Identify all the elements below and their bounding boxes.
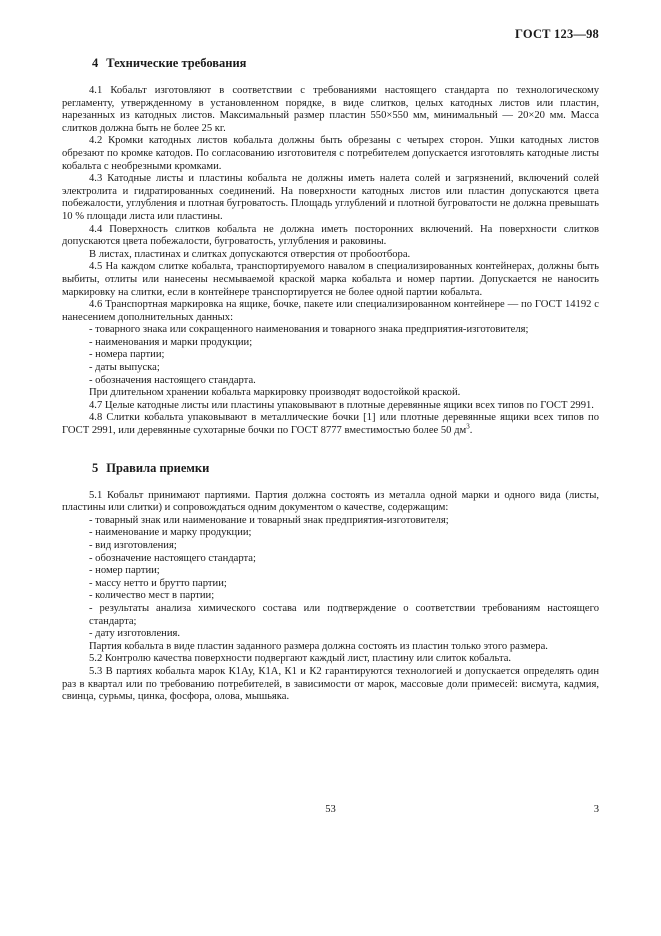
paragraph-4-3: 4.3 Катодные листы и пластины кобальта не должны иметь налета солей и загрязнений, включений солей электролита и гидратированных соединений. На поверхности катодных листов или пластин допускаются цвета побежалости, углубления и плотная бугроватость. Площадь углублений и плотной бугроватости не должна превышать 10 % площади листа или пластины. [62, 173, 599, 222]
paragraph-4-2: 4.2 Кромки катодных листов кобальта должны быть обрезаны с четырех сторон. Ушки катодных листов обрезают по кромке катодов. По согласованию изготовителя с потребителем допускается изготовлять катодные листы кобальта с необрезными кромками. [62, 135, 599, 172]
marking-item: - номера партии; [89, 349, 165, 361]
paragraph-marking-storage: При длительном хранении кобальта маркировку производят водостойкой краской. [89, 387, 461, 399]
paragraph-4-4: 4.4 Поверхность слитков кобальта не должна иметь посторонних включений. На поверхности слитков допускаются цвета побежалости, бугроватость, углубления и раковины. [62, 223, 599, 248]
paragraph-4-1: 4.1 Кобальт изготовляют в соответствии с требованиями настоящего стандарта по технологическому регламенту, утвержденному в установленном порядке, в виде слитков, целых катодных листов или пластин, нарезанных из катодных листов. Максимальный размер пластин 550×550 мм, минимальный — 20×20 мм. Масса слитков должна быть не более 25 кг. [62, 85, 599, 134]
document-item: - товарный знак или наименование и товарный знак предприятия-изготовителя; [89, 514, 449, 526]
document-item: - дату изготовления. [89, 628, 181, 640]
paragraph-4-8-text: 4.8 Слитки кобальта упаковывают в металлические бочки [1] или плотные деревянные ящики всех типов по ГОСТ 2991, или деревянные сухотарные бочки по ГОСТ 8777 вместимостью более 50 дм [62, 412, 599, 437]
paragraph-4-8 [62, 412, 599, 437]
document-code-header: ГОСТ 123—98 [515, 27, 599, 41]
marking-item: - обозначения настоящего стандарта. [89, 374, 256, 386]
section-5-title: Правила приемки [106, 460, 210, 475]
paragraph-4-5: 4.5 На каждом слитке кобальта, транспортируемого навалом в специализированных контейнерах, должны быть выбиты, отлиты или нанесены несмываемой краской марка кобальта и номер партии. Допускается не наносить маркировку на слитки, если в контейнере транспортируется не более одной партии кобальта. [62, 261, 599, 298]
paragraph-4-4-note: В листах, пластинах и слитках допускаются отверстия от пробоотбора. [89, 248, 411, 260]
document-item: - количество мест в партии; [89, 590, 215, 602]
section-5-heading [92, 460, 599, 476]
marking-item: - товарного знака или сокращенного наименования и товарного знака предприятия-изготовителя; [89, 324, 529, 336]
document-item: - обозначение настоящего стандарта; [89, 552, 256, 564]
section-4-number: 4 [92, 56, 99, 70]
marking-item: - наименования и марки продукции; [89, 336, 253, 348]
page-number-center: 53 [325, 804, 336, 815]
paragraph-4-7: 4.7 Целые катодные листы или пластины упаковывают в плотные деревянные ящики всех типов по ГОСТ 2991. [89, 399, 594, 411]
paragraph-5-3: 5.3 В партиях кобальта марок К1Ау, К1А, К1 и К2 гарантируются технологией и допускается определять один раз в квартал или по требованию потребителей, в зависимости от марок, массовые доли примесей: висмута, кадмия, свинца, сурьмы, цинка, фосфора, олова, мышьяка. [62, 665, 599, 703]
marking-item: - даты выпуска; [89, 362, 160, 374]
document-item: - вид изготовления; [89, 540, 177, 551]
paragraph-batch-size: Партия кобальта в виде пластин заданного размера должна состоять из пластин только этого размера. [89, 640, 548, 652]
document-item: - номер партии; [89, 565, 160, 577]
document-item: - результаты анализа химического состава или подтверждение о соответствии требованиям настоящего стандарта; [89, 602, 599, 627]
document-item: - наименование и марку продукции; [89, 527, 252, 539]
section-4-title: Технические требования [106, 56, 247, 70]
document-body [62, 55, 599, 704]
document-item: - массу нетто и брутто партии; [89, 577, 227, 589]
paragraph-5-1: 5.1 Кобальт принимают партиями. Партия должна состоять из металла одной марки и одного вида (листы, пластины или слитки) и сопровождаться одним документом о качестве, содержащим: [62, 489, 599, 514]
paragraph-5-2: 5.2 Контролю качества поверхности подвергают каждый лист, пластину или слиток кобальта. [89, 653, 512, 665]
page-number-right: 3 [593, 804, 599, 815]
paragraph-4-8-end: . [469, 425, 473, 437]
section-5-number: 5 [92, 460, 99, 475]
paragraph-4-6: 4.6 Транспортная маркировка на ящике, бочке, пакете или специализированном контейнере — по ГОСТ 14192 с нанесением дополнительных данных: [62, 299, 599, 323]
section-4-heading [92, 55, 599, 71]
paragraph-4-8-superscript: 3 [466, 422, 470, 431]
